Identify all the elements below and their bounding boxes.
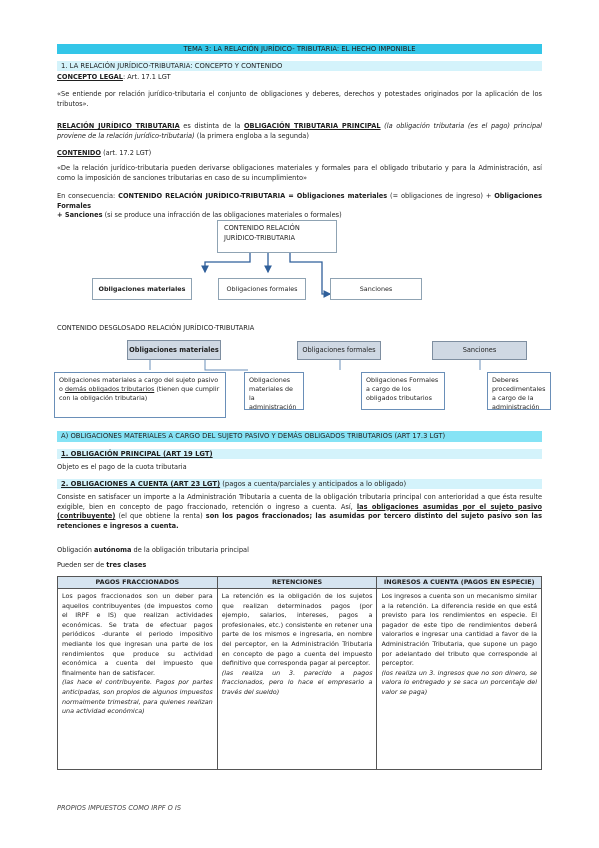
diagram2-box-deberes [487, 372, 551, 410]
cell-pagos-note: (las hace el contribuyente. Pagos por partes anticipadas, son propios de algunos impuestos normalmente trimestral, para quienes realizan una actividad económica) [62, 678, 213, 716]
table-header-ingresos: INGRESOS A CUENTA (PAGOS EN ESPECIE) [377, 577, 542, 589]
consiste-1: Consiste en satisfacer un importe a la Administración Tributaria a cuenta de la obligación tributaria principal con anterioridad a que ésta resulte exigible, bien en concepto de pago fraccionado, retención o ingreso a cuenta. Así, [57, 493, 542, 511]
consiste-2: (el que obtiene la renta) [115, 512, 206, 521]
diagram2-b1-link: demás obligados tributarios [64, 384, 155, 393]
cell-retenciones-note: (las realiza un 3. parecido a pagos fraccionados, pero lo hace el empresario a través del sueldo) [221, 668, 373, 697]
table-header-retenciones: RETENCIONES [217, 577, 377, 589]
diagram2-h3: Sanciones [462, 346, 497, 354]
diagram2-h1: Obligaciones materiales [129, 346, 219, 354]
clases-table [57, 576, 542, 770]
table-cell-retenciones [217, 589, 377, 770]
diagram1-sanciones-label: Sanciones [359, 285, 393, 293]
contenido-ref: (art. 17.2 LGT) [101, 149, 152, 157]
relacion-mid: es distinta de la [179, 122, 244, 130]
concepto-quote: «Se entiende por relación jurídico-tributaria el conjunto de obligaciones y deberes, derechos y potestades originados por la aplicación de los tributos». [57, 90, 542, 108]
table-cell-pagos [58, 589, 218, 770]
section-1-label: 1. LA RELACIÓN JURÍDICO-TRIBUTARIA: CONCEPTO Y CONTENIDO [61, 62, 283, 70]
table-header-pagos: PAGOS FRACCIONADOS [58, 577, 218, 589]
obligacion-note-2: (la primera engloba a la segunda) [194, 131, 309, 140]
footer-note: PROPIOS IMPUESTOS COMO IRPF O IS [57, 804, 182, 812]
diagram1-materiales-label: Obligaciones materiales [98, 285, 186, 293]
consiste-paragraph [57, 493, 542, 531]
cell-pagos-text: Los pagos fraccionados son un deber para aquellos contribuyentes (de impuestos como el IRPF e IS) que realizan actividades económicas. Se trata de efectuar pagos periódicos -durante el periodo impositivo mediante los que ingresan una parte de los rendimientos que produce su actividad económica a cuenta del impuesto que finalmente han de satisfacer. [62, 592, 213, 677]
consecuencia-m2: (si se produce una infracción de las obligaciones materiales o formales) [102, 211, 342, 220]
desglosado-title: CONTENIDO DESGLOSADO RELACIÓN JURÍDICO-TRIBUTARIA [57, 324, 255, 332]
diagram2-b4: Deberes procedimentales a cargo de la administración [492, 376, 546, 411]
item-2-rest: (pagos a cuenta/parciales y anticipados a lo obligado) [220, 480, 407, 488]
table-header-row [58, 577, 542, 589]
diagram1-formales-label: Obligaciones formales [226, 285, 298, 293]
diagram1-top-line1: CONTENIDO RELACIÓN [224, 224, 300, 232]
item-2-heading [57, 479, 542, 489]
consiste-b1: las obligaciones asumidas por el sujeto pasivo (contribuyente) [57, 502, 542, 521]
diagram2-b1-pre: Obligaciones materiales a cargo del sujeto pasivo o [59, 376, 219, 393]
consecuencia-pre: En consecuencia: [57, 192, 119, 200]
concepto-legal-ref: : Art. 17.1 LGT [122, 73, 171, 81]
consecuencia-b3: + Sanciones [57, 211, 103, 220]
obligacion-note: (la obligación tributaria (es el pago) principal proviene de la relación jurídico-tributaria) [57, 122, 543, 140]
autonoma-bold: autónoma [94, 546, 132, 554]
diagram2-box-materiales-admin [244, 372, 304, 410]
consecuencia-m1: (= obligaciones de ingreso) + [387, 192, 495, 200]
autonoma-pre: Obligación [57, 546, 95, 554]
diagram2-h2: Obligaciones formales [302, 346, 376, 354]
autonoma-line [57, 546, 542, 556]
section-a-label: A) OBLIGACIONES MATERIALES A CARGO DEL SUJETO PASIVO Y DEMÁS OBLIGADOS TRIBUTARIOS (ART 17.3 LGT) [61, 432, 446, 440]
item-1-text: Objeto es el pago de la cuota tributaria [57, 463, 187, 471]
page-title: TEMA 3: LA RELACIÓN JURÍDICO- TRIBUTARIA: EL HECHO IMPONIBLE [183, 45, 416, 53]
diagram2-b3: Obligaciones Formales a cargo de los obligados tributarios [366, 376, 439, 402]
diagram2-b2: Obligaciones materiales de la administración [249, 376, 297, 411]
cell-ingresos-text: Los ingresos a cuenta son un mecanismo similar a la retención. La diferencia reside en que está previsto para los rendimientos en especie. El pagador de este tipo de rendimientos deberá valorarlos e ingresar una cantidad a favor de la Administración Tributaria, que supone un pago por adelantado del tributo que corresponde al perceptor. [381, 592, 537, 668]
cell-ingresos-note: (los realiza un 3. ingresos que no son dinero, se valora lo entregado y se saca un porcentaje del valor se paga) [381, 668, 537, 697]
clases-bold: tres clases [106, 561, 147, 569]
consecuencia-b1: CONTENIDO RELACIÓN JURÍDICO-TRIBUTARIA = Obligaciones materiales [118, 192, 388, 200]
item-2-label: 2. OBLIGACIONES A CUENTA (ART 23 LGT) [61, 480, 221, 488]
clases-line [57, 561, 542, 571]
cell-retenciones-text: La retención es la obligación de los sujetos que realizan determinados pagos (por ejemplo, salarios, intereses, pagos a profesionales, etc.) consistente en retener una parte de los mismos e ingresarla, en nombre del perceptor, en la Administración Tributaria en concepto de pago a cuenta del impuesto definitivo que corresponda pagar al perceptor. [221, 592, 373, 668]
concepto-legal-label: CONCEPTO LEGAL [57, 73, 123, 81]
relacion-label: RELACIÓN JURÍDICO TRIBUTARIA [57, 122, 180, 130]
item-1-label: 1. OBLIGACIÓN PRINCIPAL (ART 19 LGT) [61, 450, 213, 458]
consecuencia-b2: Obligaciones Formales [57, 192, 542, 210]
autonoma-post: de la obligación tributaria principal [131, 546, 249, 554]
section-a-heading [57, 431, 542, 442]
diagram2-box-formales [361, 372, 445, 410]
diagram1-top-line2: JURÍDICO-TRIBUTARIA [224, 233, 296, 242]
table-cell-ingresos [377, 589, 542, 770]
item-1-heading [57, 449, 542, 459]
clases-pre: Pueden ser de [57, 561, 107, 569]
contenido-label: CONTENIDO [57, 149, 102, 157]
table-row [58, 589, 542, 770]
consiste-b2: son los pagos fraccionados; las asumidas por tercero distinto del sujeto pasivo son las retenciones e ingresos a cuenta. [57, 512, 542, 530]
diagram2-b1-post: (tienen que cumplir con la obligación tributaria) [59, 384, 220, 402]
diagram2-box-materiales-sujeto [54, 372, 226, 418]
contenido-quote: «De la relación jurídico-tributaria pueden derivarse obligaciones materiales y formales para el obligado tributario y para la Administración, así como la imposición de sanciones tributarias en caso de su incumplimiento» [57, 164, 542, 182]
connector-materiales-right [205, 360, 248, 370]
obligacion-label: OBLIGACIÓN TRIBUTARIA PRINCIPAL [243, 122, 381, 130]
